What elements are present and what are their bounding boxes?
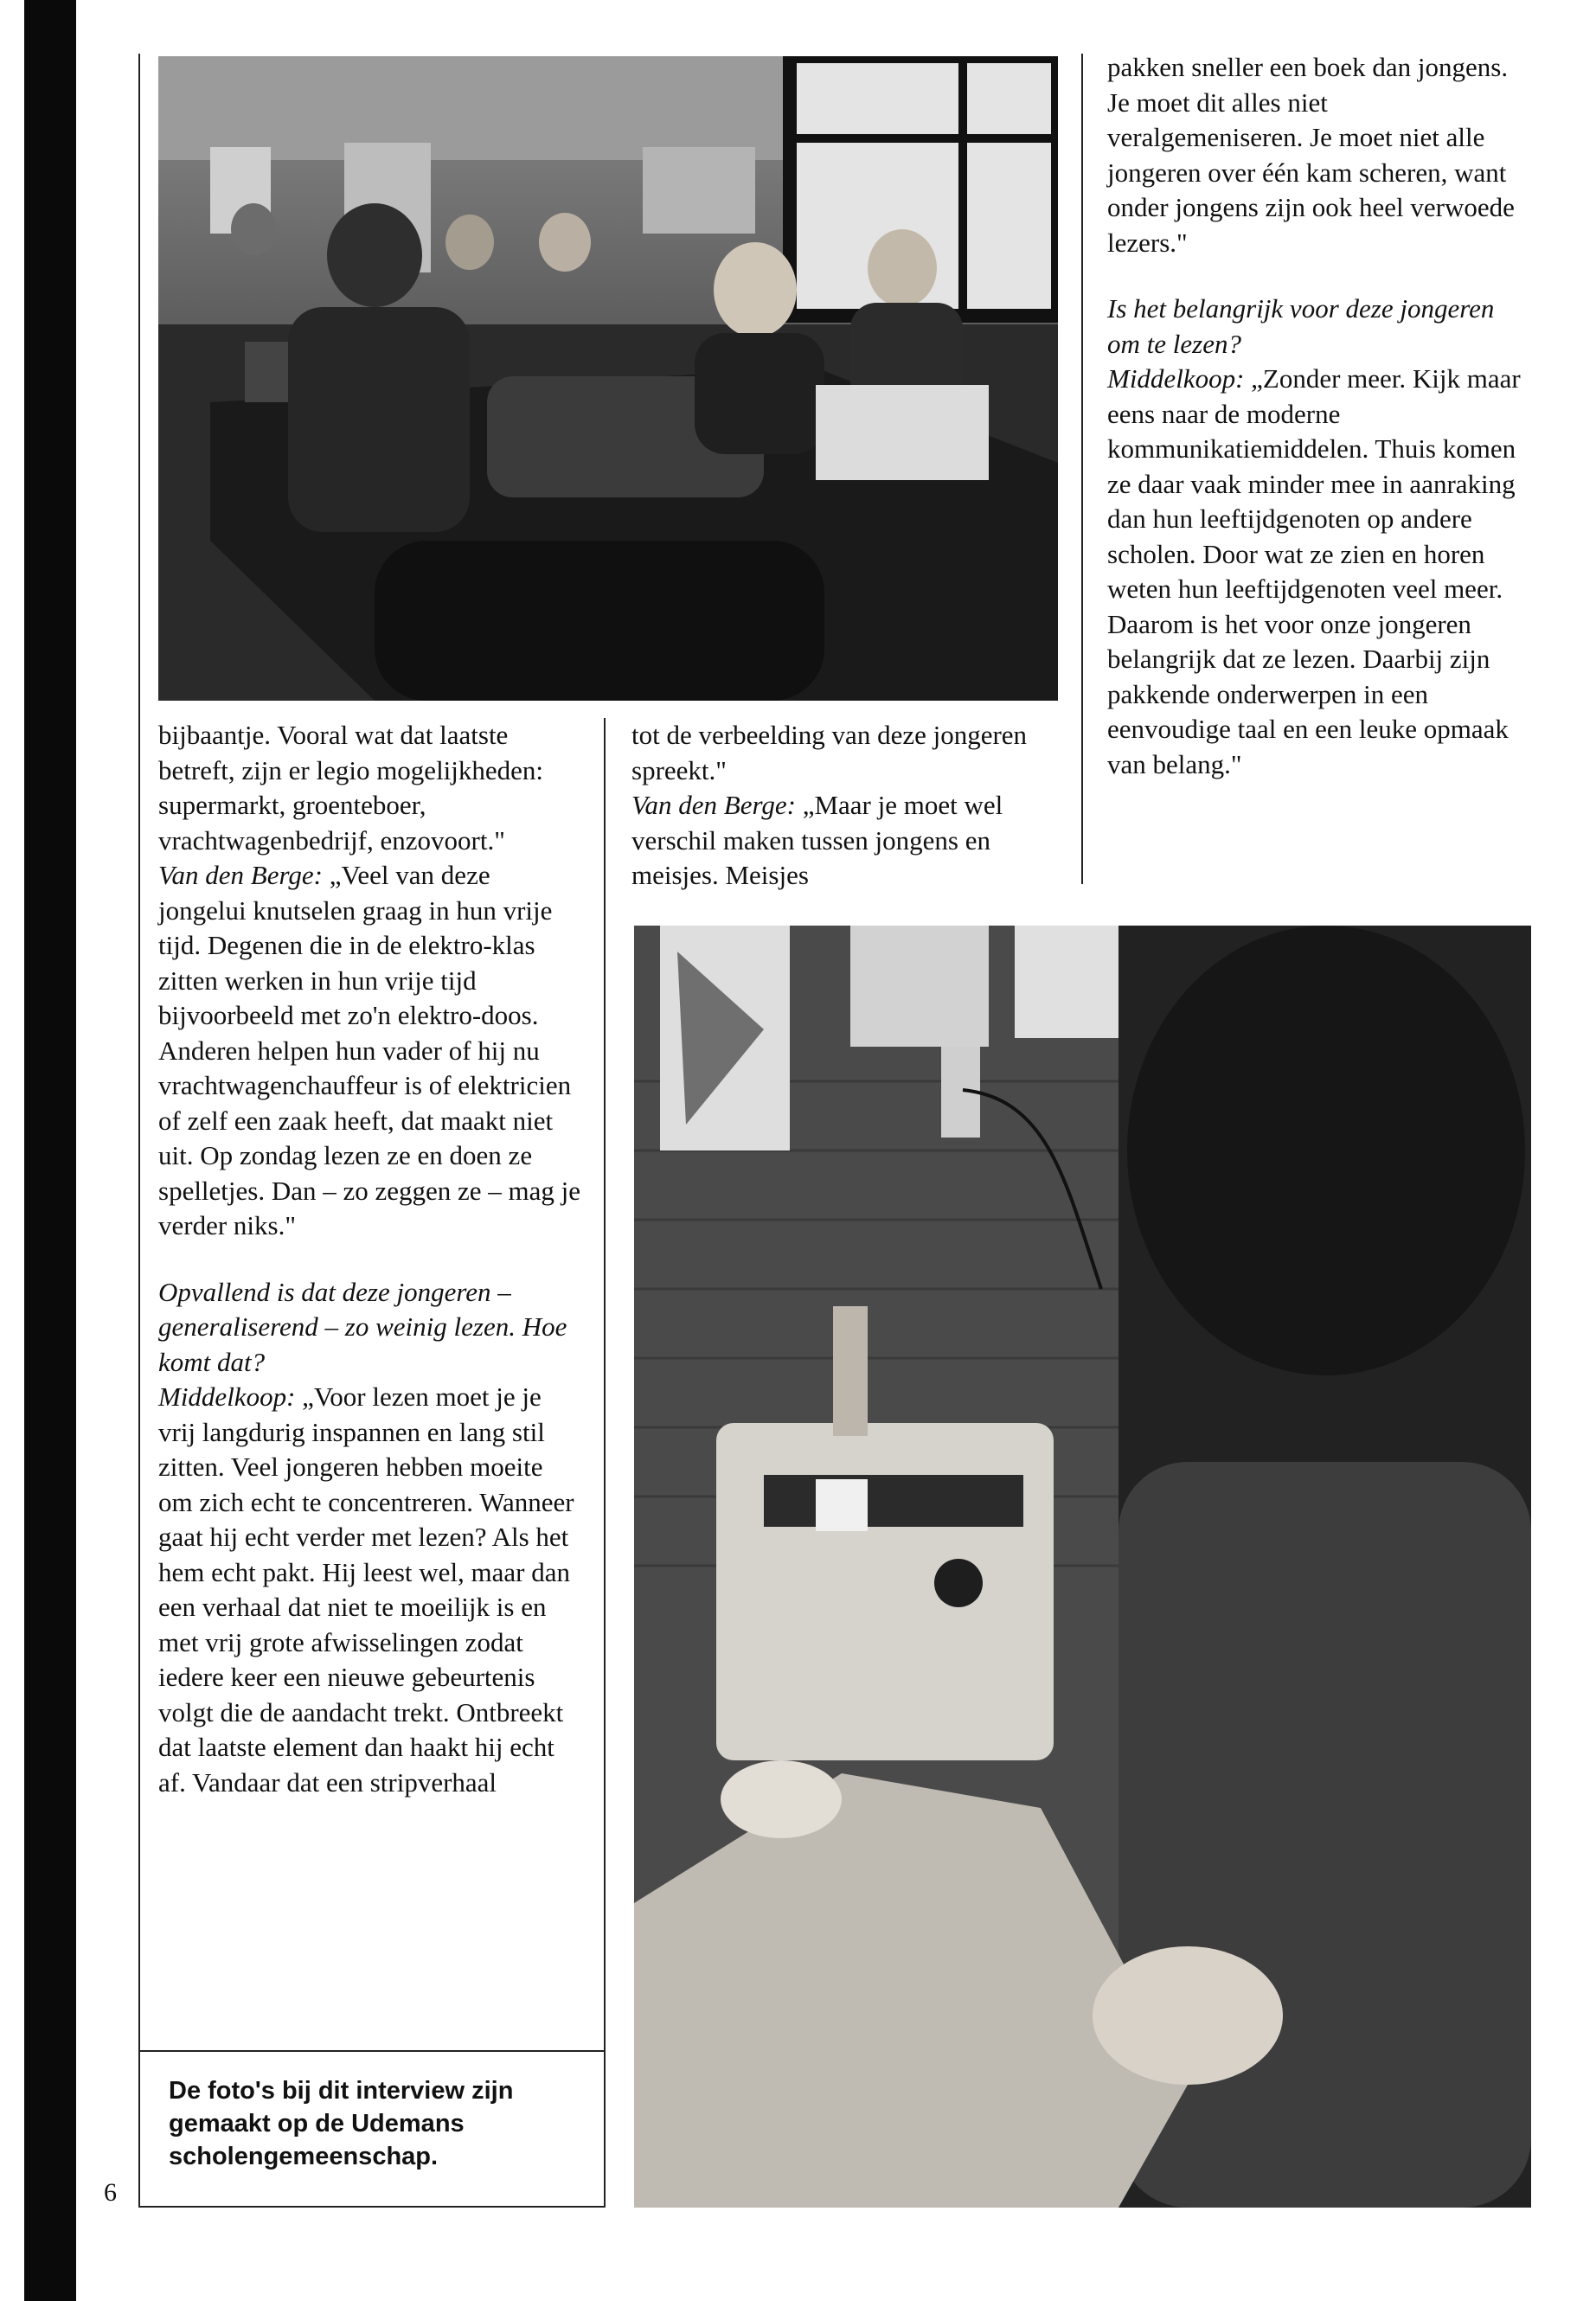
- paragraph: pakken sneller een boek dan jongens. Je moet dit alles niet veralgemeniseren. Je moet niet alle jongeren over één kam scheren, want onder jongens zijn ook heel verwoede lezers.": [1107, 52, 1515, 258]
- answer-text: „Zonder meer. Kijk maar eens naar de moderne kommunikatiemiddelen. Thuis komen ze daar vaak minder mee in aanraking dan hun leeftijdgenoten op andere scholen. Door wat ze zien en horen weten hun leeftijdgenoten veel meer. Daarom is het voor onze jongeren belangrijk dat ze lezen. Daarbij zijn pakkende onderwerpen in een eenvoudige taal en een leuke opmaak van belang.": [1107, 363, 1521, 779]
- column-rule-right: [1081, 54, 1083, 884]
- paragraph: tot de verbeelding van deze jongeren spreekt.": [631, 720, 1028, 785]
- answer-text: „Voor lezen moet je je vrij langdurig inspannen en lang stil zitten. Veel jongeren hebben moeite om zich echt te concentreren. Wanneer gaat hij echt verder met lezen? Als het hem echt pakt. Hij leest wel, maar dan een verhaal dat niet te moeilijk is en met vrij grote afwisselingen zodat iedere keer een nieuwe gebeurtenis volgt die de aandacht trekt. Ontbreekt dat laatste element dan haakt hij echt af. Vandaar dat een stripverhaal: [158, 1381, 574, 1798]
- speaker-name: Van den Berge:: [631, 790, 796, 820]
- interview-question: Is het belangrijk voor deze jongeren om te lezen?: [1107, 293, 1495, 359]
- classroom-photo: [158, 56, 1058, 701]
- photo-caption: De foto's bij dit interview zijn gemaakt op de Udemans scholengemeenschap.: [169, 2077, 514, 2170]
- paragraph: [158, 1275, 582, 1801]
- article-column-left: [158, 718, 582, 1800]
- answer-text: „Veel van deze jongelui knutselen graag in hun vrije tijd. Degenen die in de elektro-klas zitten werken in hun vrije tijd bijvoorbeeld met zo'n elektro-doos. Anderen helpen hun vader of hij nu vrachtwagenchauffeur is of elektricien of zelf een zaak heeft, dat maakt niet uit. Op zondag lezen ze en doen ze spelletjes. Dan – zo zeggen ze – mag je verder niks.": [158, 860, 581, 1240]
- paragraph: [158, 858, 582, 1244]
- column-rule-middle: [604, 718, 606, 2206]
- classroom-photo-graphic: [158, 56, 1058, 701]
- interview-question: Opvallend is dat deze jongeren – generaliserend – zo weinig lezen. Hoe komt dat?: [158, 1276, 567, 1377]
- scan-edge-bar: [24, 0, 76, 2301]
- article-column-middle: [631, 718, 1055, 894]
- caption-box-top-rule: [138, 2050, 606, 2052]
- paragraph: [631, 788, 1055, 894]
- answer-text: „Maar je moet wel verschil maken tussen jongens en meisjes. Meisjes: [631, 790, 1003, 890]
- column-rule-left: [138, 54, 140, 2208]
- sewing-photo-graphic: [634, 926, 1531, 2208]
- article-column-top-right: [1107, 50, 1522, 782]
- speaker-name: Middelkoop:: [1107, 363, 1245, 394]
- speaker-name: Middelkoop:: [158, 1381, 296, 1412]
- paragraph: [1107, 292, 1522, 782]
- paragraph: bijbaantje. Vooral wat dat laatste betreft, zijn er legio mogelijkheden: supermarkt, groenteboer, vrachtwagenbedrijf, enzovoort.": [158, 720, 544, 856]
- sewing-photo: [634, 926, 1531, 2208]
- speaker-name: Van den Berge:: [158, 860, 323, 890]
- caption-box-bottom-rule: [138, 2206, 606, 2208]
- page-number: 6: [104, 2178, 117, 2207]
